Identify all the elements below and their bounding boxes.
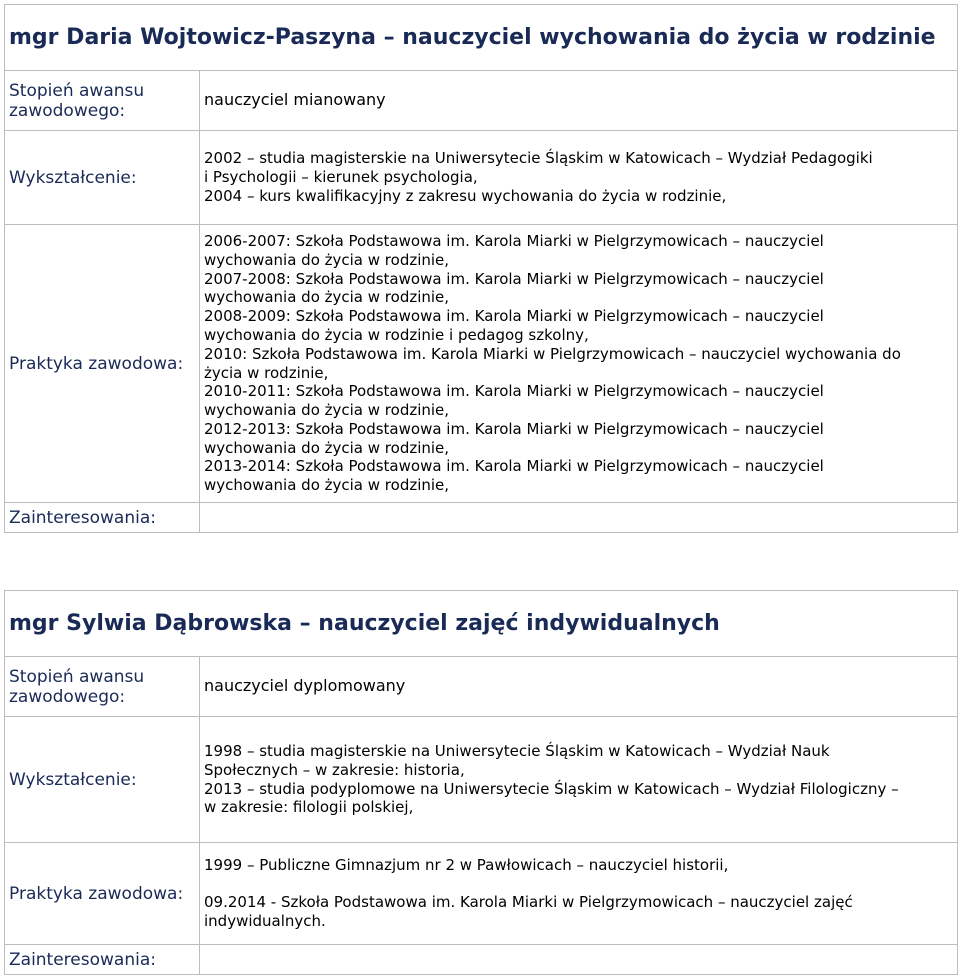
practice-value-cell [200, 225, 958, 503]
rank-label-line-2: zawodowego: [9, 686, 126, 707]
practice-line: 2013-2014: Szkoła Podstawowa im. Karola Miarki w Pielgrzymowicach – nauczyciel [204, 457, 824, 476]
profile-table [4, 656, 958, 975]
education-line: 1998 – studia magisterskie na Uniwersytecie Śląskim w Katowicach – Wydział Nauk [204, 741, 830, 760]
practice-line: 1999 – Publiczne Gimnazjum nr 2 w Pawłowicach – nauczyciel historii, [204, 856, 729, 875]
rank-label [5, 657, 200, 717]
practice-label: Praktyka zawodowa: [5, 843, 200, 945]
practice-line: wychowania do życia w rodzinie, [204, 476, 450, 495]
interests-value [200, 945, 958, 975]
teacher-profile-2 [4, 590, 958, 975]
interests-row [5, 503, 958, 533]
practice-line: życia w rodzinie, [204, 363, 329, 382]
practice-label: Praktyka zawodowa: [5, 225, 200, 503]
rank-value: nauczyciel dyplomowany [204, 676, 406, 696]
education-row [5, 717, 958, 843]
education-line: i Psychologii – kierunek psychologia, [204, 168, 478, 187]
practice-line: 2010: Szkoła Podstawowa im. Karola Miarki w Pielgrzymowicach – nauczyciel wychowania do [204, 344, 901, 363]
practice-line: 2007-2008: Szkoła Podstawowa im. Karola Miarki w Pielgrzymowicach – nauczyciel [204, 269, 824, 288]
education-line: w zakresie: filologii polskiej, [204, 798, 414, 817]
profile-title: mgr Daria Wojtowicz-Paszyna – nauczyciel wychowania do życia w rodzinie [9, 25, 936, 50]
profile-table [4, 70, 958, 533]
practice-line: wychowania do życia w rodzinie, [204, 250, 450, 269]
education-label: Wykształcenie: [5, 131, 200, 225]
teacher-profile-1 [4, 4, 958, 533]
practice-row [5, 843, 958, 945]
rank-label [5, 71, 200, 131]
profile-title: mgr Sylwia Dąbrowska – nauczyciel zajęć indywidualnych [9, 611, 720, 636]
education-line: Społecznych – w zakresie: historia, [204, 760, 465, 779]
practice-value-cell [200, 843, 958, 945]
education-line: 2004 – kurs kwalifikacyjny z zakresu wychowania do życia w rodzinie, [204, 186, 727, 205]
education-line: 2013 – studia podyplomowe na Uniwersytecie Śląskim w Katowicach – Wydział Filologiczny – [204, 779, 899, 798]
practice-line: 2012-2013: Szkoła Podstawowa im. Karola Miarki w Pielgrzymowicach – nauczyciel [204, 419, 824, 438]
practice-line: wychowania do życia w rodzinie, [204, 401, 450, 420]
practice-line: 2006-2007: Szkoła Podstawowa im. Karola Miarki w Pielgrzymowicach – nauczyciel [204, 231, 824, 250]
rank-value-cell [200, 71, 958, 131]
practice-line: wychowania do życia w rodzinie, [204, 288, 450, 307]
practice-row [5, 225, 958, 503]
interests-label: Zainteresowania: [5, 945, 200, 975]
education-line: 2002 – studia magisterskie na Uniwersytecie Śląskim w Katowicach – Wydział Pedagogiki [204, 149, 873, 168]
interests-label: Zainteresowania: [5, 503, 200, 533]
education-row [5, 131, 958, 225]
rank-value: nauczyciel mianowany [204, 90, 386, 110]
rank-label-line-1: Stopień awansu [9, 80, 145, 101]
paragraph-spacer [204, 875, 953, 893]
practice-line: 2010-2011: Szkoła Podstawowa im. Karola Miarki w Pielgrzymowicach – nauczyciel [204, 382, 824, 401]
education-label: Wykształcenie: [5, 717, 200, 843]
profile-title-box [4, 4, 958, 70]
rank-label-line-2: zawodowego: [9, 100, 126, 121]
interests-value [200, 503, 958, 533]
rank-label-line-1: Stopień awansu [9, 666, 145, 687]
practice-line: wychowania do życia w rodzinie i pedagog szkolny, [204, 325, 589, 344]
rank-value-cell [200, 657, 958, 717]
practice-line: 09.2014 - Szkoła Podstawowa im. Karola Miarki w Pielgrzymowicach – nauczyciel zajęć [204, 893, 853, 912]
practice-line: wychowania do życia w rodzinie, [204, 438, 450, 457]
profile-title-box [4, 590, 958, 656]
rank-row [5, 71, 958, 131]
interests-row [5, 945, 958, 975]
education-value-cell [200, 131, 958, 225]
rank-row [5, 657, 958, 717]
education-value-cell [200, 717, 958, 843]
practice-line: 2008-2009: Szkoła Podstawowa im. Karola Miarki w Pielgrzymowicach – nauczyciel [204, 307, 824, 326]
practice-line: indywidualnych. [204, 911, 326, 930]
